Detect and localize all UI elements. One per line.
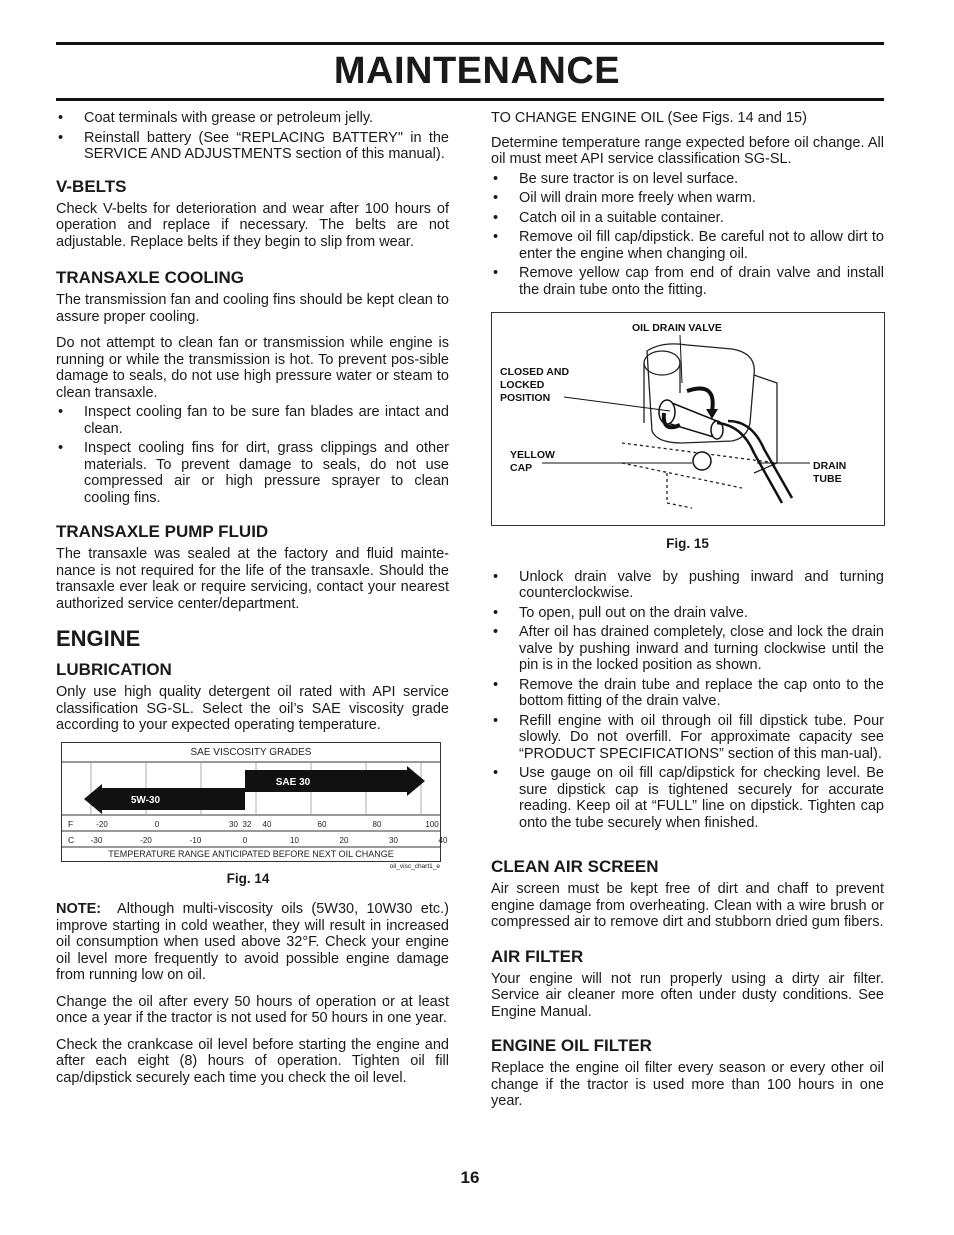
c-tick-label: 20 bbox=[339, 835, 349, 845]
determine-text: Determine temperature range expected before oil change. All oil must meet API service classification SG-SL. bbox=[491, 134, 884, 167]
chart-title: SAE VISCOSITY GRADES bbox=[190, 746, 312, 758]
air-filter-text: Your engine will not run properly using a dirty air filter. Service air cleaner more often under dusty conditions. See Engine Manual. bbox=[491, 970, 884, 1020]
f-tick-label: 40 bbox=[262, 819, 272, 829]
battery-bullets bbox=[56, 110, 449, 163]
cooling-bullets bbox=[56, 404, 449, 506]
note-text: Although multi-viscosity oils (5W30, 10W30 etc.) improve starting in cold weather, they will result in increased oil consumption when used above 32°F. Check your engine oil level more frequently to avoid possible engine damage from running low on oil. bbox=[56, 901, 449, 983]
clean-air-screen-heading: CLEAN AIR SCREEN bbox=[491, 857, 659, 876]
drain-valve-figure bbox=[491, 312, 885, 526]
fig15-caption: Fig. 15 bbox=[666, 536, 709, 551]
page-number: 16 bbox=[460, 1168, 480, 1187]
list-item: • Reinstall battery (See “REPLACING BATTERY" in the SERVICE AND ADJUSTMENTS section of this manual). bbox=[56, 130, 449, 163]
bar-label: SAE 30 bbox=[275, 776, 311, 788]
label-yellow: YELLOW bbox=[510, 449, 555, 461]
f-tick-label: 0 bbox=[154, 819, 160, 829]
label-oil-drain-valve: OIL DRAIN VALVE bbox=[632, 322, 722, 334]
transaxle-pump-text: The transaxle was sealed at the factory and fluid mainte-nance is not required for the life of the transaxle. Should the transaxle ever leak or require servicing, contact your nearest authorized service center/department. bbox=[56, 546, 449, 612]
label-closed: CLOSED AND bbox=[500, 366, 570, 378]
bar-label: 5W-30 bbox=[130, 794, 161, 806]
list-item: • Unlock drain valve by pushing inward and turning counterclockwise. bbox=[491, 569, 884, 602]
list-item: • Be sure tractor is on level surface. bbox=[491, 171, 884, 188]
label-position: POSITION bbox=[500, 392, 551, 404]
list-item: • Oil will drain more freely when warm. bbox=[491, 190, 884, 207]
list-item: • Remove the drain tube and replace the cap onto to the bottom fitting of the drain valve. bbox=[491, 677, 884, 710]
clean-air-screen-text: Air screen must be kept free of dirt and chaff to prevent engine damage from overheating. Clean with a wire brush or compressed air to remove dirt and stubborn dried gum fibers. bbox=[491, 881, 884, 930]
viscosity-chart bbox=[61, 742, 448, 862]
transaxle-cooling-p1: The transmission fan and cooling fins should be kept clean to assure proper cooling. bbox=[56, 292, 449, 325]
list-item: • Catch oil in a suitable container. bbox=[491, 210, 884, 227]
drain-valve-drawing bbox=[659, 400, 792, 503]
f-tick-label: 80 bbox=[372, 819, 382, 829]
c-tick-label: 10 bbox=[290, 835, 299, 845]
c-tick-label: 30 bbox=[389, 835, 398, 845]
list-item: • Inspect cooling fins for dirt, grass clippings and other materials. To prevent damage to seals, do not use compressed air or high pressure sprayer to clean cooling fins. bbox=[56, 440, 449, 506]
label-tube: TUBE bbox=[813, 473, 842, 485]
oil-check-text: Check the crankcase oil level before starting the engine and after each eight (8) hours of operation. Tighten oil fill cap/dipstick securely each time you check the oil level. bbox=[56, 1036, 449, 1086]
list-item: • Remove yellow cap from end of drain valve and install the drain tube onto the fitting. bbox=[491, 265, 884, 298]
note-label: NOTE: bbox=[56, 901, 102, 917]
fig14-caption: Fig. 14 bbox=[226, 870, 270, 886]
drain-steps-bullets bbox=[491, 569, 884, 832]
transaxle-cooling-heading: TRANSAXLE COOLING bbox=[56, 268, 244, 287]
bar-sae-30 bbox=[245, 766, 425, 796]
right-column bbox=[491, 110, 884, 1120]
c-tick-label: 40 bbox=[438, 835, 448, 845]
drain-valve-illustration bbox=[492, 313, 884, 525]
list-item: • Remove oil fill cap/dipstick. Be careful not to allow dirt to enter the engine when changing oil. bbox=[491, 229, 884, 262]
left-column bbox=[56, 110, 449, 1096]
c-axis-label: C bbox=[68, 834, 75, 845]
list-item: • Use gauge on oil fill cap/dipstick for checking level. Be sure dipstick cap is tightened securely for accurate reading. Keep oil at “FULL” line on dipstick. Tighten cap onto the tube securely when finished. bbox=[491, 765, 884, 831]
change-oil-heading: TO CHANGE ENGINE OIL (See Figs. 14 and 15) bbox=[491, 110, 807, 126]
c-tick-label: -20 bbox=[140, 835, 152, 845]
vbelts-heading: V-BELTS bbox=[56, 176, 127, 196]
lubrication-heading: LUBRICATION bbox=[56, 660, 172, 679]
f-tick-label: 32 bbox=[242, 819, 252, 829]
f-tick-labels bbox=[96, 820, 439, 829]
list-item: • Inspect cooling fan to be sure fan blades are intact and clean. bbox=[56, 404, 449, 437]
engine-oil-filter-heading: ENGINE OIL FILTER bbox=[491, 1036, 652, 1055]
bar-5w-30 bbox=[84, 784, 245, 814]
list-item: • After oil has drained completely, close and lock the drain valve by pushing inward and turning clockwise until the pin is in the locked position as shown. bbox=[491, 624, 884, 674]
engine-heading: ENGINE bbox=[56, 626, 141, 651]
label-locked: LOCKED bbox=[500, 379, 545, 391]
f-tick-label: 100 bbox=[425, 819, 439, 829]
transaxle-cooling-p2: Do not attempt to clean fan or transmission while engine is running or while the transmission is hot. To prevent pos-sible damage to seals, do not use high pressure water or steam to clean transaxle. bbox=[56, 335, 449, 401]
top-rule bbox=[56, 42, 884, 45]
list-item: • To open, pull out on the drain valve. bbox=[491, 605, 884, 622]
c-tick-label: 0 bbox=[242, 835, 248, 845]
chart-code: oil_visc_chart1_e bbox=[389, 862, 440, 870]
transaxle-pump-heading: TRANSAXLE PUMP FLUID bbox=[56, 522, 269, 541]
f-tick-label: -20 bbox=[96, 819, 108, 829]
oil-prep-bullets bbox=[491, 171, 884, 299]
f-tick-label: 60 bbox=[317, 819, 327, 829]
label-cap: CAP bbox=[510, 462, 533, 474]
lubrication-text: Only use high quality detergent oil rated with API service classification SG-SL. Select the oil’s SAE viscosity grade according to your expected operating temperature. bbox=[56, 684, 449, 733]
title-rule bbox=[56, 98, 884, 101]
f-tick-label: 30 bbox=[229, 819, 238, 829]
note-paragraph bbox=[56, 901, 449, 984]
viscosity-chart-svg bbox=[62, 743, 448, 861]
page-title: MAINTENANCE bbox=[333, 50, 621, 92]
list-item: • Coat terminals with grease or petroleum jelly. bbox=[56, 110, 449, 127]
engine-oil-filter-text: Replace the engine oil filter every season or every other oil change if the tractor is used more than 100 hours in one year. bbox=[491, 1060, 884, 1109]
c-tick-labels bbox=[91, 836, 448, 845]
oil-change-text: Change the oil after every 50 hours of operation or at least once a year if the tractor is not used for 50 hours in one year. bbox=[56, 993, 449, 1026]
label-drain: DRAIN bbox=[813, 460, 847, 472]
leader-lines bbox=[542, 335, 810, 463]
chart-bars bbox=[84, 766, 425, 814]
c-tick-label: -30 bbox=[90, 835, 103, 845]
vbelts-text: Check V-belts for deterioration and wear after 100 hours of operation and replace if necessary. The belts are not adjustable. Replace belts if they begin to slip from wear. bbox=[56, 200, 449, 250]
chart-xlabel: TEMPERATURE RANGE ANTICIPATED BEFORE NEXT OIL CHANGE bbox=[108, 848, 394, 859]
list-item: • Refill engine with oil through oil fill dipstick tube. Pour slowly. Do not overfill. For approximate capacity see “PRODUCT SPECIFICATIONS” section of this man-ual). bbox=[491, 713, 884, 763]
air-filter-heading: AIR FILTER bbox=[491, 946, 584, 966]
c-tick-label: -10 bbox=[189, 835, 202, 845]
f-axis-label: F bbox=[68, 818, 74, 829]
